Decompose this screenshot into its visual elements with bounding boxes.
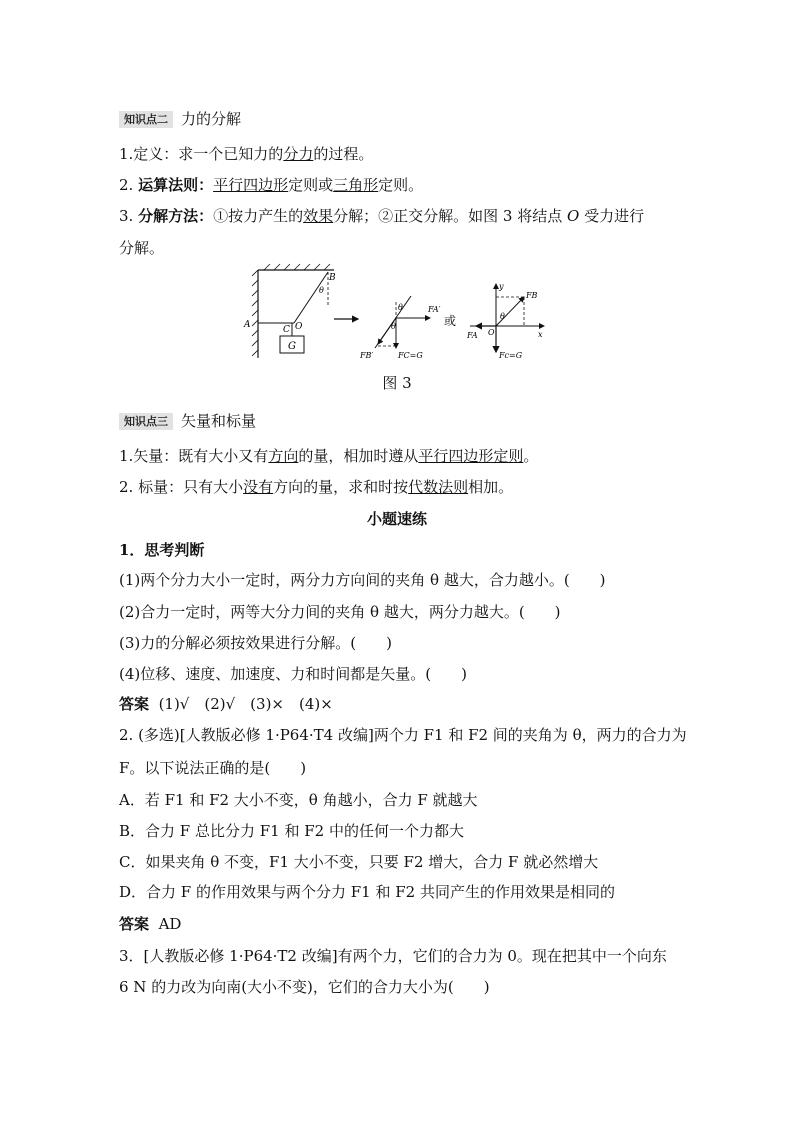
underlined-term: 方向 (268, 447, 299, 465)
answer-text: (1)√ (2)√ (3)× (4)× (158, 695, 333, 713)
text: 定则或 (288, 176, 334, 194)
practice-heading: 小题速练 (366, 510, 427, 528)
q1-item-3: (3)力的分解必须按效果进行分解。( ) (119, 634, 392, 652)
underlined-term: 分力 (283, 145, 314, 163)
section-heading-kp2 (119, 108, 241, 129)
label-theta4: θ (500, 312, 505, 321)
q1-title: 1．思考判断 (119, 541, 205, 559)
q2-line-2: F。以下说法正确的是( ) (119, 759, 307, 777)
label-theta: θ (319, 286, 324, 295)
label-G: G (288, 341, 296, 352)
text: 相加。 (468, 478, 514, 496)
text: 的过程。 (313, 145, 374, 163)
definition-line (119, 144, 373, 164)
label-FB: FB (526, 291, 538, 300)
underlined-term: 平行四边形定则 (418, 447, 524, 465)
q2-line-1: 2. (多选)[人教版必修 1·P64·T4 改编]两个力 F1 和 F2 间的夹角为 θ，两力的合力为 (119, 726, 687, 744)
label-FC: FC=G (398, 351, 423, 360)
or-label: 或 (444, 314, 457, 328)
text: 定则。 (378, 176, 424, 194)
vector-line (119, 446, 538, 466)
q1-answer (119, 694, 333, 714)
label-theta3: θ (391, 322, 396, 331)
text: 3. (119, 207, 134, 225)
answer-text: AD (158, 915, 182, 933)
text: 1.矢量：既有大小又有 (119, 447, 269, 465)
text: 2. (119, 176, 134, 194)
text: ①按力产生的 (213, 207, 304, 225)
text: 标量：只有大小 (138, 478, 244, 496)
bold-label: 运算法则： (138, 176, 214, 194)
label-theta2: θ (398, 303, 403, 312)
text: 受力进行 (579, 207, 645, 225)
label-y: y (499, 282, 504, 291)
text: 1.定义：求一个已知力的 (119, 145, 284, 163)
underlined-term: 代数法则 (408, 478, 469, 496)
label-FA-prime: FA′ (428, 305, 441, 314)
section-tag: 知识点三 (119, 413, 173, 430)
underlined-term: 没有 (243, 478, 274, 496)
answer-label: 答案 (119, 915, 150, 933)
section-title: 矢量和标量 (181, 412, 257, 430)
underlined-term: 三角形 (333, 176, 379, 194)
section-tag: 知识点二 (119, 111, 173, 128)
text: 的量，相加时遵从 (298, 447, 419, 465)
q2-option-a: A．若 F1 和 F2 大小不变，θ 角越小，合力 F 就越大 (119, 791, 478, 809)
q3-line-1: 3．[人教版必修 1·P64·T2 改编]有两个力，它们的合力为 0。现在把其中一个向东 (119, 947, 667, 965)
label-FB-prime: FB′ (360, 351, 374, 360)
effect-decomposition-panel (359, 296, 441, 360)
text: 方向的量，求和时按 (273, 478, 409, 496)
label-FA: FA (467, 331, 478, 340)
q2-option-c: C．如果夹角 θ 不变，F1 大小不变，只要 F2 增大，合力 F 就必然增大 (119, 853, 599, 871)
q2-option-b: B．合力 F 总比分力 F1 和 F2 中的任何一个力都大 (119, 822, 464, 840)
text: O (567, 207, 580, 225)
q1-item-4: (4)位移、速度、加速度、力和时间都是矢量。( ) (119, 665, 467, 683)
scalar-line (119, 477, 513, 497)
text: 2. (119, 478, 134, 496)
bold-label: 分解方法： (138, 207, 214, 225)
q1-item-1: (1)两个分力大小一定时，两分力方向间的夹角 θ 越大，合力越小。( ) (119, 571, 606, 589)
method-line (119, 206, 644, 226)
answer-label: 答案 (119, 695, 150, 713)
label-x: x (538, 330, 543, 339)
method-line-cont (119, 238, 164, 258)
label-B: B (329, 273, 336, 283)
figure-caption: 图 3 (382, 374, 412, 392)
q2-option-d: D．合力 F 的作用效果与两个分力 F1 和 F2 共同产生的作用效果是相同的 (119, 883, 615, 901)
underlined-term: 平行四边形 (213, 176, 289, 194)
orthogonal-decomposition-panel (466, 282, 544, 360)
figure-3-diagram (238, 262, 558, 370)
rule-line (119, 175, 423, 195)
label-O2: O (488, 328, 495, 337)
section-title: 力的分解 (181, 110, 242, 128)
text: 分解；②正交分解。如图 3 将结点 (333, 207, 567, 225)
section-heading-kp3 (119, 410, 256, 431)
label-C: C (283, 325, 290, 335)
label-O: O (295, 322, 303, 332)
rope-setup-panel (243, 264, 336, 358)
underlined-term: 效果 (303, 207, 334, 225)
label-A: A (244, 320, 251, 330)
text: 。 (523, 447, 539, 465)
q2-answer (119, 914, 181, 934)
q1-item-2: (2)合力一定时，两等大分力间的夹角 θ 越大，两分力越大。( ) (119, 603, 561, 621)
label-Fc: Fc=G (499, 351, 523, 360)
text: 分解。 (119, 239, 165, 257)
q3-line-2: 6 N 的力改为向南(大小不变)，它们的合力大小为( ) (119, 978, 490, 996)
